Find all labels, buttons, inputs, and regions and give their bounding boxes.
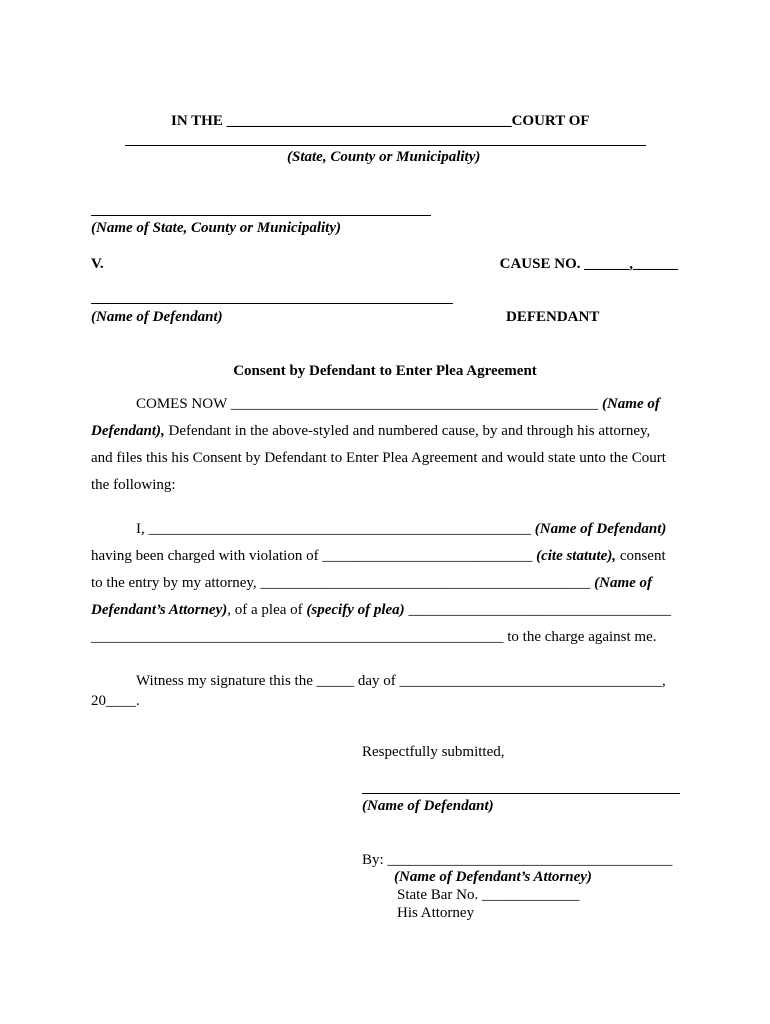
- para1-line1: [136, 395, 660, 413]
- document-title: Consent by Defendant to Enter Plea Agreement: [233, 363, 537, 379]
- cite-statute-label: (cite statute),: [536, 548, 617, 564]
- specify-plea-label: (specify of plea): [306, 602, 405, 618]
- by-line: By: ______________________________________: [362, 852, 673, 868]
- comes-now-text: COMES NOW _________________________________________________: [136, 396, 599, 412]
- attorney-label: (Name of Defendant’s Attorney): [394, 869, 592, 885]
- consent-text: consent: [616, 548, 666, 564]
- defendant-role: DEFENDANT: [506, 309, 600, 325]
- court-heading: IN THE ______________________________________COURT OF: [171, 113, 590, 129]
- name-of-attorney-label: (Name of: [594, 575, 653, 591]
- defendant-label-inline: Defendant),: [91, 423, 165, 439]
- para2-line4: [91, 601, 671, 619]
- state-bar-number: State Bar No. _____________: [397, 887, 580, 903]
- signature-defendant-label: (Name of Defendant): [362, 798, 494, 814]
- para2-line3: [91, 574, 652, 592]
- para1-line2: [91, 422, 650, 440]
- para1-line2-text: Defendant in the above-styled and numbered cause, by and through his attorney,: [164, 423, 651, 439]
- state-caption: (State, County or Municipality): [287, 149, 481, 165]
- para1-line3: and files this his Consent by Defendant to Enter Plea Agreement and would state unto the Court: [91, 450, 666, 466]
- year-line: 20____.: [91, 693, 140, 709]
- defendant-label: (Name of Defendant): [91, 309, 223, 325]
- para2-line1-text: I, ___________________________________________________: [136, 521, 531, 537]
- versus-label: V.: [91, 256, 104, 272]
- name-of-label: (Name of: [601, 396, 660, 412]
- witness-line: Witness my signature this the _____ day of ___________________________________,: [136, 673, 666, 689]
- cause-number: CAUSE NO. ______,______: [499, 256, 678, 272]
- para2-line2: [91, 547, 666, 565]
- para1-line4: the following:: [91, 477, 176, 493]
- court-name-blank[interactable]: [125, 145, 646, 146]
- plaintiff-label: (Name of State, County or Municipality): [91, 220, 342, 236]
- plaintiff-name-blank[interactable]: [91, 215, 431, 216]
- name-of-defendant-label: (Name of Defendant): [534, 521, 667, 537]
- plea-of-text: , of a plea of: [227, 602, 307, 618]
- closing-text: Respectfully submitted,: [362, 744, 505, 760]
- defendant-name-blank[interactable]: [91, 303, 453, 304]
- his-attorney-text: His Attorney: [397, 905, 475, 921]
- defendant-signature-line[interactable]: [362, 793, 680, 794]
- para2-line2-text: having been charged with violation of ____________________________: [91, 548, 533, 564]
- para2-line5: _______________________________________________________ to the charge against me.: [91, 629, 657, 645]
- defendants-attorney-label: Defendant’s Attorney): [91, 602, 228, 618]
- para2-line1: [136, 520, 666, 538]
- para2-line3-text: to the entry by my attorney, ____________________________________________: [91, 575, 591, 591]
- plea-blank: ___________________________________: [404, 602, 671, 618]
